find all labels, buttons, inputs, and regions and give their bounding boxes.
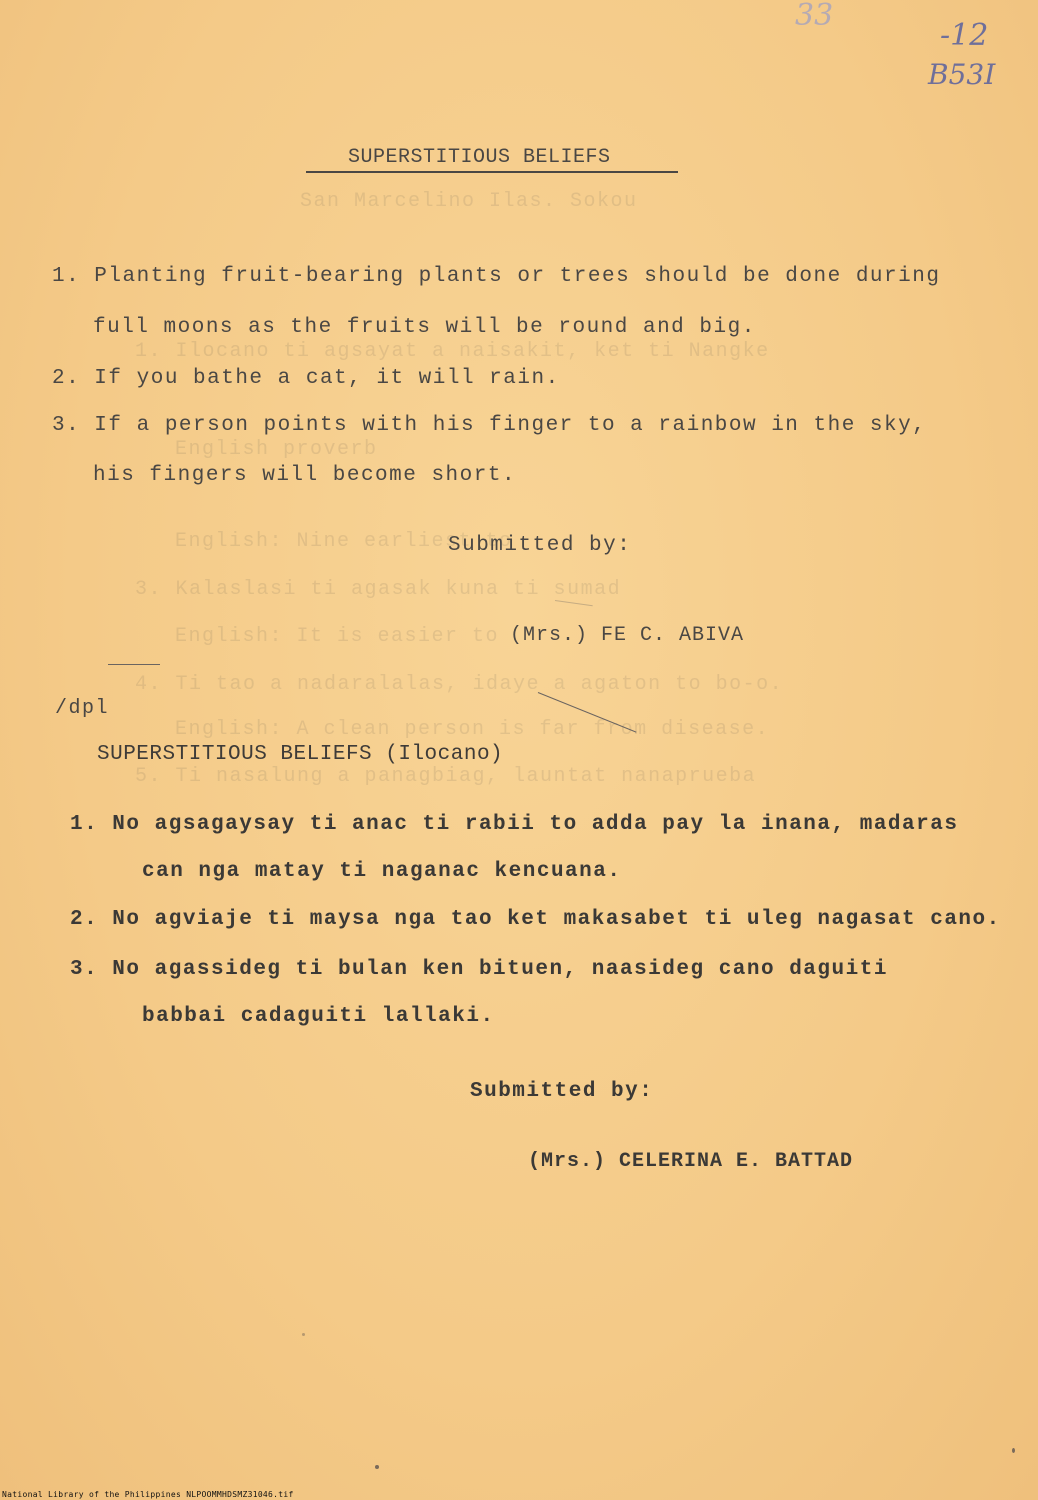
stray-mark <box>108 664 160 665</box>
title-underline <box>306 171 678 173</box>
archive-footer: National Library of the Philippines NLPOOMMHDSMZ31046.tif <box>2 1490 294 1499</box>
typist-initials: /dpl <box>55 697 110 720</box>
section2-item3-line1: 3. No agassideg ti bulan ken bituen, naasideg cano daguiti <box>70 958 888 981</box>
section1-item1-line2: full moons as the fruits will be round and big. <box>93 316 756 339</box>
paper-speck <box>1012 1448 1015 1453</box>
section2-title: SUPERSTITIOUS BELIEFS (Ilocano) <box>97 743 504 766</box>
show-through-text: 5. Ti nasalung a panagbiag, launtat nanaprueba <box>135 765 757 788</box>
section2-item2-line1: 2. No agviaje ti maysa nga tao ket makasabet ti uleg nagasat cano. <box>70 908 1001 931</box>
section1-item3-line1: 3. If a person points with his finger to a rainbow in the sky, <box>52 414 927 437</box>
section1-item3-line2: his fingers will become short. <box>93 464 517 487</box>
section1-title: SUPERSTITIOUS BELIEFS <box>348 146 611 169</box>
page-number: 33 <box>795 0 834 33</box>
corner-mark-top: -12 <box>940 18 989 53</box>
show-through-text: 4. Ti tao a nadaralalas, idaye a agaton to bo-o. <box>135 673 784 696</box>
section1-item2-line1: 2. If you bathe a cat, it will rain. <box>52 367 560 390</box>
show-through-text: 3. Kalaslasi ti agasak kuna ti sumad <box>135 578 622 601</box>
section1-submitted-label: Submitted by: <box>448 534 632 557</box>
show-through-text: 1. Ilocano ti agsayat a naisakit, ket ti Nangke <box>135 340 770 363</box>
section2-submitted-label: Submitted by: <box>470 1080 654 1103</box>
show-through-text: English: It is easier to <box>175 625 500 648</box>
section2-item1-line2: can nga matay ti naganac kencuana. <box>142 860 622 883</box>
corner-mark-bottom: B53I <box>928 58 996 91</box>
show-through-text: English proverb <box>175 438 378 461</box>
show-through-text: San Marcelino Ilas. Sokou <box>300 190 638 213</box>
section2-submitter: (Mrs.) CELERINA E. BATTAD <box>528 1150 854 1173</box>
paper-speck <box>302 1333 305 1336</box>
section1-submitter: (Mrs.) FE C. ABIVA <box>510 624 745 647</box>
section2-item3-line2: babbai cadaguiti lallaki. <box>142 1005 495 1028</box>
paper-speck <box>375 1465 379 1469</box>
show-through-text: English: Nine earliest to <box>175 530 513 553</box>
section1-item1-line1: 1. Planting fruit-bearing plants or trees should be done during <box>52 265 941 288</box>
section2-item1-line1: 1. No agsagaysay ti anac ti rabii to adda pay la inana, madaras <box>70 813 959 836</box>
show-through-text: English: A clean person is far from disease. <box>175 718 770 741</box>
